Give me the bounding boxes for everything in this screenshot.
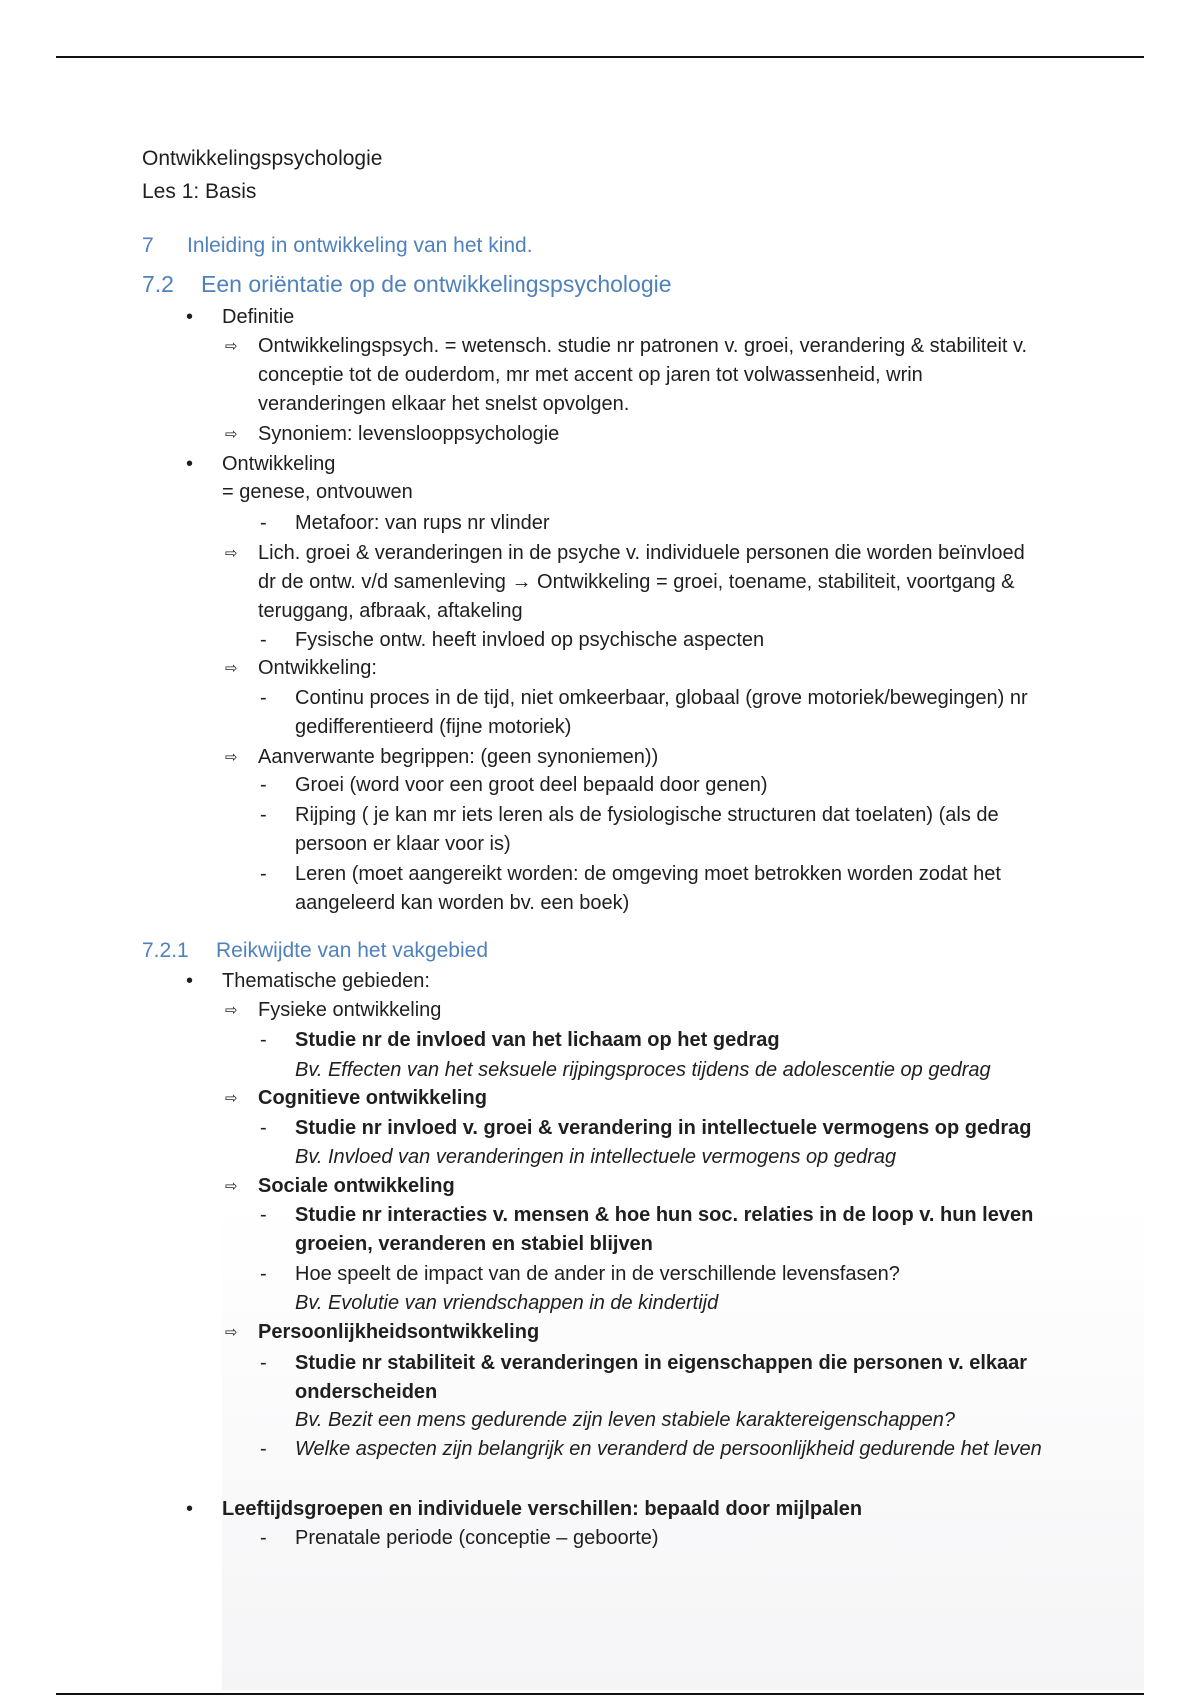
arrow-marker: ⇨ xyxy=(225,1089,238,1107)
related-item: Groei (word voor een groot deel bepaald door genen) xyxy=(295,774,768,796)
arrow-marker: ⇨ xyxy=(225,1177,238,1195)
process-label: Ontwikkeling: xyxy=(258,657,377,679)
bullet-marker: • xyxy=(186,1498,194,1520)
process-text: Continu proces in de tijd, niet omkeerbaar, globaal (grove motoriek/bewegingen) nr gedifferentieerd (fijne motoriek) xyxy=(295,687,1028,738)
area-study: Studie nr invloed v. groei & verandering in intellectuele vermogens op gedrag xyxy=(295,1117,1032,1139)
area-study: Studie nr interacties v. mensen & hoe hun soc. relaties in de loop v. hun leven groeien, veranderen en stabiel blijven xyxy=(295,1204,1034,1255)
age-groups-label: Leeftijdsgroepen en individuele verschillen: bepaald door mijlpalen xyxy=(222,1498,863,1520)
lesson-title: Les 1: Basis xyxy=(142,180,257,203)
definition-text: Ontwikkelingspsych. = wetensch. studie nr patronen v. groei, verandering & stabiliteit v. conceptie tot de ouderdom, mr met accent op jaren tot volwassenheid, wrin veranderingen elkaar het snelst opvolgen. xyxy=(258,335,1028,415)
metaphor-text: Metafoor: van rups nr vlinder xyxy=(295,512,550,534)
dash-marker: - xyxy=(260,1352,267,1374)
dash-marker: - xyxy=(260,1263,267,1285)
arrow-marker: ⇨ xyxy=(225,337,238,355)
thematic-label: Thematische gebieden: xyxy=(222,970,430,992)
area-name: Cognitieve ontwikkeling xyxy=(258,1087,487,1109)
heading-3-text: Reikwijdte van het vakgebied xyxy=(216,939,488,962)
area-name: Sociale ontwikkeling xyxy=(258,1175,455,1197)
dash-marker: - xyxy=(260,804,267,826)
area-name: Fysieke ontwikkeling xyxy=(258,999,442,1021)
area-example: Bv. Bezit een mens gedurende zijn leven stabiele karaktereigenschappen? xyxy=(295,1409,956,1431)
heading-1-text: Inleiding in ontwikkeling van het kind. xyxy=(187,234,533,257)
area-question: Welke aspecten zijn belangrijk en veranderd de persoonlijkheid gedurende het leven xyxy=(295,1438,1042,1460)
dash-marker: - xyxy=(260,1438,267,1460)
development-synonyms: = genese, ontvouwen xyxy=(222,481,413,503)
area-name: Persoonlijkheidsontwikkeling xyxy=(258,1321,540,1343)
dash-marker: - xyxy=(260,512,267,534)
dash-marker: - xyxy=(260,1117,267,1139)
dash-marker: - xyxy=(260,863,267,885)
dash-marker: - xyxy=(260,1527,267,1549)
header-rule xyxy=(56,56,1144,58)
dash-marker: - xyxy=(260,774,267,796)
development-label: Ontwikkeling xyxy=(222,453,336,475)
bullet-marker: • xyxy=(186,306,194,328)
related-item: Leren (moet aangereikt worden: de omgeving moet betrokken worden zodat het aangeleerd kan worden bv. een boek) xyxy=(295,863,1001,914)
definition-label: Definitie xyxy=(222,306,295,328)
heading-3-number: 7.2.1 xyxy=(142,939,189,962)
area-example: Bv. Effecten van het seksuele rijpingsproces tijdens de adolescentie op gedrag xyxy=(295,1059,991,1081)
dash-marker: - xyxy=(260,1029,267,1051)
arrow-marker: ⇨ xyxy=(225,659,238,677)
arrow-marker: ⇨ xyxy=(225,748,238,766)
bullet-marker: • xyxy=(186,970,194,992)
heading-1-number: 7 xyxy=(142,234,154,257)
physical-text: Fysische ontw. heeft invloed op psychische aspecten xyxy=(295,629,765,651)
area-study: Studie nr stabiliteit & veranderingen in eigenschappen die personen v. elkaar onderscheiden xyxy=(295,1352,1028,1403)
dash-marker: - xyxy=(260,687,267,709)
area-example: Bv. Evolutie van vriendschappen in de kindertijd xyxy=(295,1292,719,1314)
dash-marker: - xyxy=(260,1204,267,1226)
bullet-marker: • xyxy=(186,453,194,475)
course-title: Ontwikkelingspsychologie xyxy=(142,147,383,170)
arrow-marker: ⇨ xyxy=(225,544,238,562)
area-question: Hoe speelt de impact van de ander in de verschillende levensfasen? xyxy=(295,1263,900,1285)
heading-2-number: 7.2 xyxy=(142,271,174,297)
synonym-text: Synoniem: levenslooppsychologie xyxy=(258,423,560,445)
related-item: Rijping ( je kan mr iets leren als de fysiologische structuren dat toelaten) (als de persoon er klaar voor is) xyxy=(295,804,999,855)
related-label: Aanverwante begrippen: (geen synoniemen)) xyxy=(258,746,659,768)
area-study: Studie nr de invloed van het lichaam op het gedrag xyxy=(295,1029,780,1051)
age-group-item: Prenatale periode (conceptie – geboorte) xyxy=(295,1527,659,1549)
growth-text: Lich. groei & veranderingen in de psyche v. individuele personen die worden beïnvloed dr de ontw. v/d samenleving → Ontwikkeling = groei, toename, stabiliteit, voortgang & teruggang, afbraak, aftakeling xyxy=(258,542,1025,622)
heading-2-text: Een oriëntatie op de ontwikkelingspsychologie xyxy=(201,271,672,297)
arrow-marker: ⇨ xyxy=(225,1323,238,1341)
area-example: Bv. Invloed van veranderingen in intellectuele vermogens op gedrag xyxy=(295,1146,897,1168)
arrow-marker: ⇨ xyxy=(225,425,238,443)
dash-marker: - xyxy=(260,629,267,651)
arrow-marker: ⇨ xyxy=(225,1001,238,1019)
footer-rule xyxy=(56,1693,1144,1695)
